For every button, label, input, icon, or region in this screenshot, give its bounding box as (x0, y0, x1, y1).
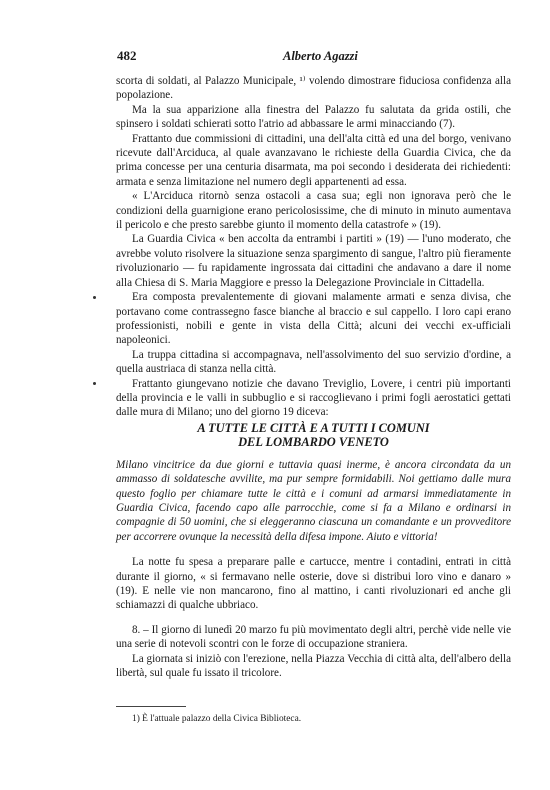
margin-speck (93, 296, 96, 299)
paragraph: Frattanto due commissioni di cittadini, una dell'alta città ed una del borgo, venivano ricevute dall'Arciduca, al quale avanzavano le richieste della Guardia Civica, che da prima concesse per una centuria disarmata, ma poi secondo i desiderata dei richiedenti: armata e senza limitazione nel numero degli appartenenti ad essa. (116, 132, 511, 188)
paragraph: La Guardia Civica « ben accolta da entrambi i partiti » (19) — l'uno moderato, che avrebbe voluto risolvere la situazione senza spargimento di sangue, l'altro più fieramente rivoluzionario — fu rapidamente ingrossata dai cittadini che andavano a dare il nome alla Chiesa di S. Maria Maggiore e presso la Delegazione Provinciale in Cittadella. (116, 233, 511, 289)
poster-title-line: A TUTTE LE CITTÀ E A TUTTI I COMUNI (197, 420, 430, 435)
poster-title (116, 421, 511, 449)
poster-text: Milano vincitrice da due giorni e tuttavia quasi inerme, è ancora circondata da un ammasso di soldatesche avvilite, ma pur sempre formidabili. Noi gettiamo dalle mura questo foglio per chiamare tutte le città e i comuni ad armarsi immediatamente in Guardia Civica, facendo capo alle parrocchie, come si fa a Milano e ordinarsi in compagnie di 50 uomini, che si eleggeranno ciascuna un comandante e un provveditore per accorrere ovunque la necessità della difesa impone. Aiuto e vittoria! (116, 458, 511, 543)
poster-title-line: DEL LOMBARDO VENETO (238, 434, 389, 449)
paragraph: Era composta prevalentemente di giovani malamente armati e senza divisa, che portavano come contrassegno fasce bianche al braccio e sul cappello. I loro capi erano professionisti, nobili e gente in vista della Città; alcuni dei vecchi ex-ufficiali napoleonici. (116, 291, 511, 347)
paragraph: Frattanto giungevano notizie che davano Treviglio, Lovere, i centri più importanti della provincia e le valli in subbuglio e si raccoglievano i primi fogli aerostatici gettati dalle mura di Milano; uno del giorno 19 diceva: (116, 377, 511, 419)
paragraph: La giornata si iniziò con l'erezione, nella Piazza Vecchia di città alta, dell'albero della libertà, sul quale fu issato il tricolore. (116, 652, 511, 680)
page-header (117, 49, 512, 67)
footnote (116, 706, 511, 725)
section-8-paragraph (116, 623, 511, 652)
paragraph: Ma la sua apparizione alla finestra del Palazzo fu salutata da grida ostili, che spinsero i soldati schierati sotto l'atrio ad abbassare le armi minacciando (7). (116, 103, 511, 131)
section-number: 8. – (132, 623, 149, 636)
paragraph: La notte fu spesa a preparare palle e cartucce, mentre i contadini, entrati in città durante il giorno, « si fermavano nelle osterie, dove si distribui loro vino e danaro » (19). E nelle vie non mancarono, fino al mattino, i canti rivoluzionari ed anche gli schiamazzi di qualche ubbriaco. (116, 556, 511, 612)
page-number: 482 (117, 48, 137, 63)
footnote-text: È l'attuale palazzo della Civica Biblioteca. (142, 714, 302, 724)
paragraph: « L'Arciduca ritornò senza ostacoli a casa sua; egli non ignorava però che le condizioni della guarnigione erano pericolosissime, che di minuto in minuto aumentava il pericolo e che presto sarebbe giunto il momento della catastrofe » (19). (116, 190, 511, 232)
paragraph: La truppa cittadina si accompagnava, nell'assolvimento del suo servizio d'ordine, a quella austriaca di stanza nella città. (116, 348, 511, 376)
main-text (116, 74, 511, 680)
footnote-divider (116, 706, 186, 707)
footnote-text-line (116, 713, 511, 725)
paragraph: scorta di soldati, al Palazzo Municipale, ¹⁾ volendo dimostrare fiduciosa confidenza alla popolazione. (116, 75, 511, 102)
running-title: Alberto Agazzi (283, 49, 358, 63)
footnote-marker: 1) (132, 714, 140, 724)
section-text: Il giorno di lunedì 20 marzo fu più movimentato degli altri, perchè vide nelle vie una serie di notevoli scontri con le forze di occupazione straniera. (116, 623, 512, 651)
margin-speck (93, 382, 96, 385)
